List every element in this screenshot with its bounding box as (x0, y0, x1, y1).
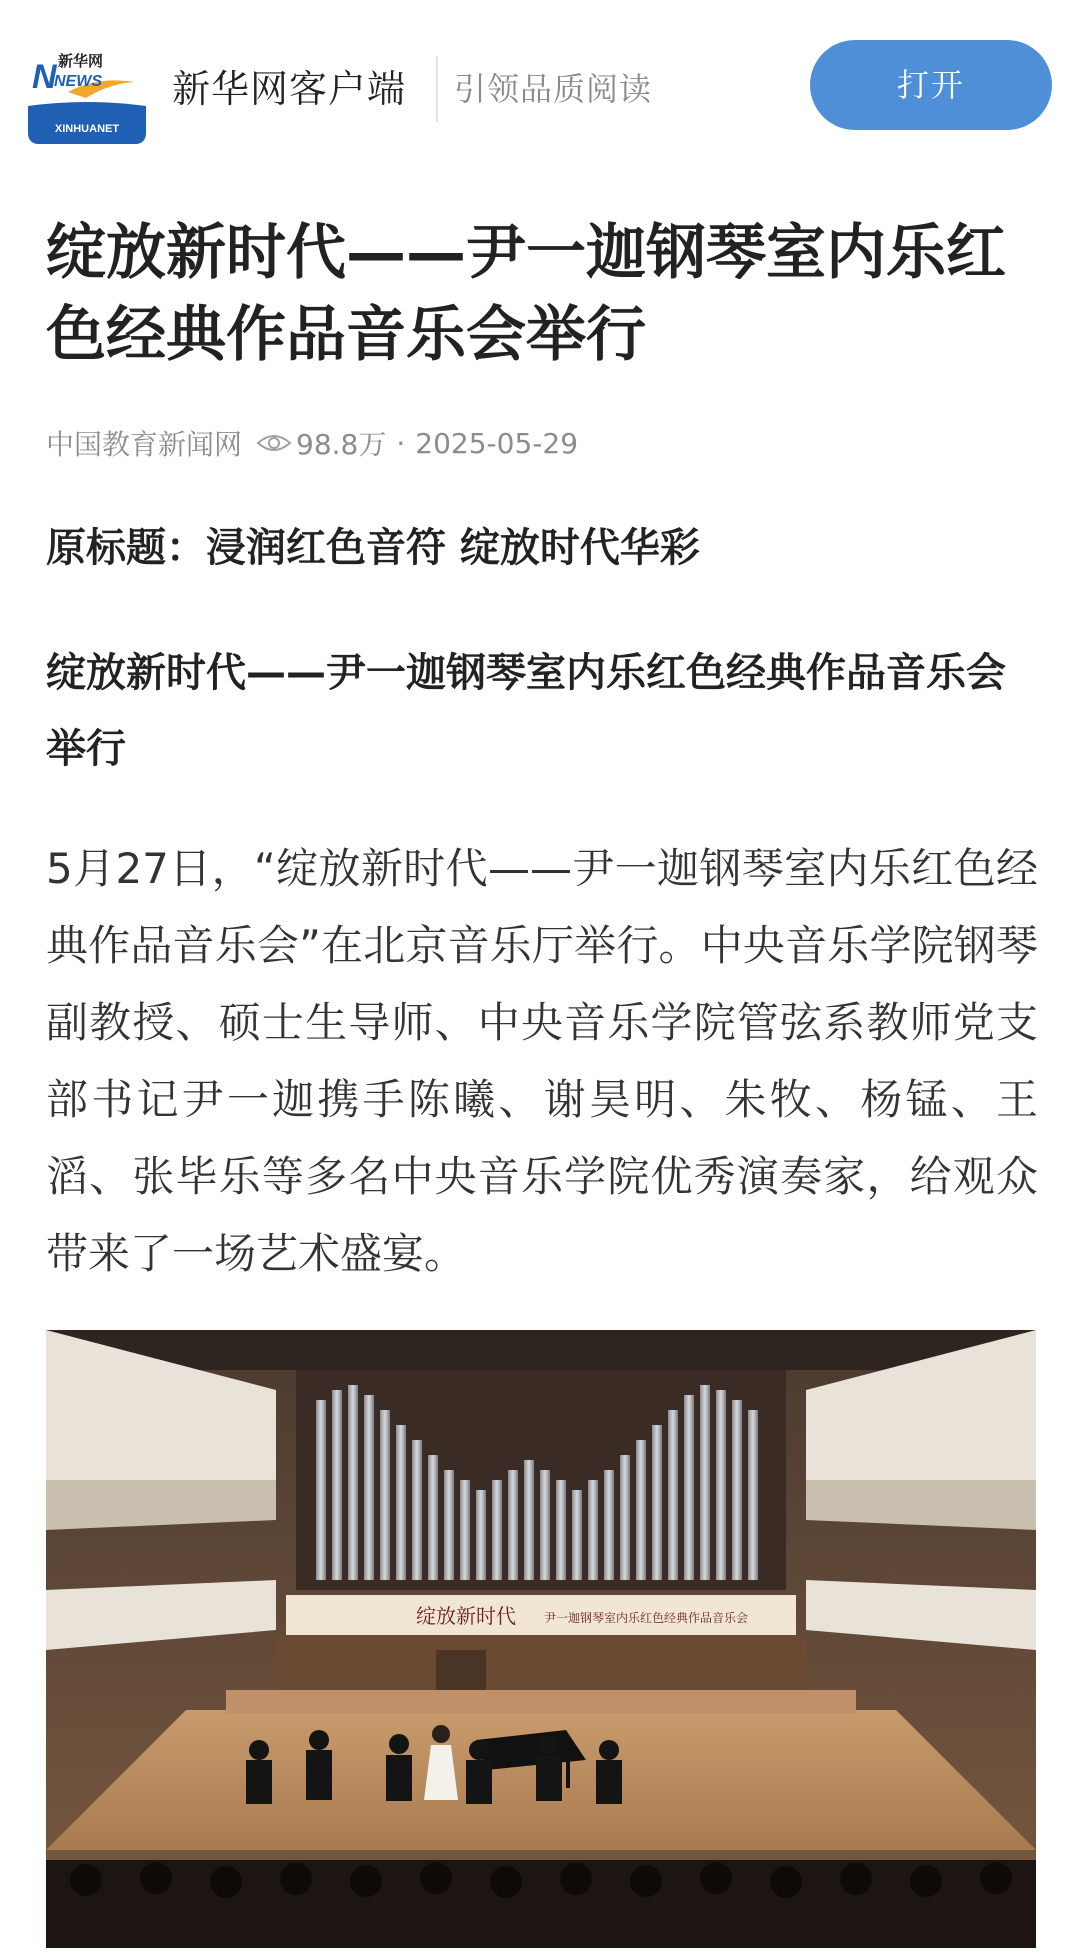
xinhuanet-logo (28, 48, 146, 144)
app-promo-bar (0, 0, 1080, 170)
concert-photo[interactable] (46, 1330, 1036, 1948)
app-slogan: 引领品质阅读 (454, 70, 653, 108)
svg-text:绽放新时代: 绽放新时代 (416, 1604, 516, 1628)
header-divider (436, 56, 438, 122)
svg-text:尹一迦钢琴室内乐红色经典作品音乐会: 尹一迦钢琴室内乐红色经典作品音乐会 (543, 1611, 749, 1625)
article-subtitle: 绽放新时代——尹一迦钢琴室内乐红色经典作品音乐会举行 (46, 650, 1006, 772)
meta-separator: · (396, 426, 406, 460)
open-app-button[interactable]: 打开 (810, 40, 1052, 130)
article-title: 绽放新时代——尹一迦钢琴室内乐红色经典作品音乐会举行 (46, 218, 1006, 370)
article-meta (46, 420, 578, 466)
eye-icon (256, 431, 292, 455)
article-source[interactable]: 中国教育新闻网 (46, 428, 243, 461)
view-count: 98.8万 (296, 428, 387, 461)
article-body: 5月27日，“绽放新时代——尹一迦钢琴室内乐红色经典作品音乐会”在北京音乐厅举行。中央音乐学院钢琴副教授、硕士生导师、中央音乐学院管弦系教师党支部书记尹一迦携手陈曦、谢昊明、朱牧、杨锰、王滔、张毕乐等多名中央音乐学院优秀演奏家，给观众带来了一场艺术盛宴。 (46, 844, 1038, 1278)
svg-text:N: N (32, 58, 57, 96)
svg-text:新华网: 新华网 (58, 52, 104, 70)
svg-text:NEWS: NEWS (54, 73, 102, 90)
svg-text:XINHUANET: XINHUANET (54, 123, 120, 135)
publish-date: 2025-05-29 (415, 426, 579, 460)
original-title: 原标题：浸润红色音符 绽放时代华彩 (46, 525, 700, 571)
app-name: 新华网客户端 (172, 67, 407, 111)
